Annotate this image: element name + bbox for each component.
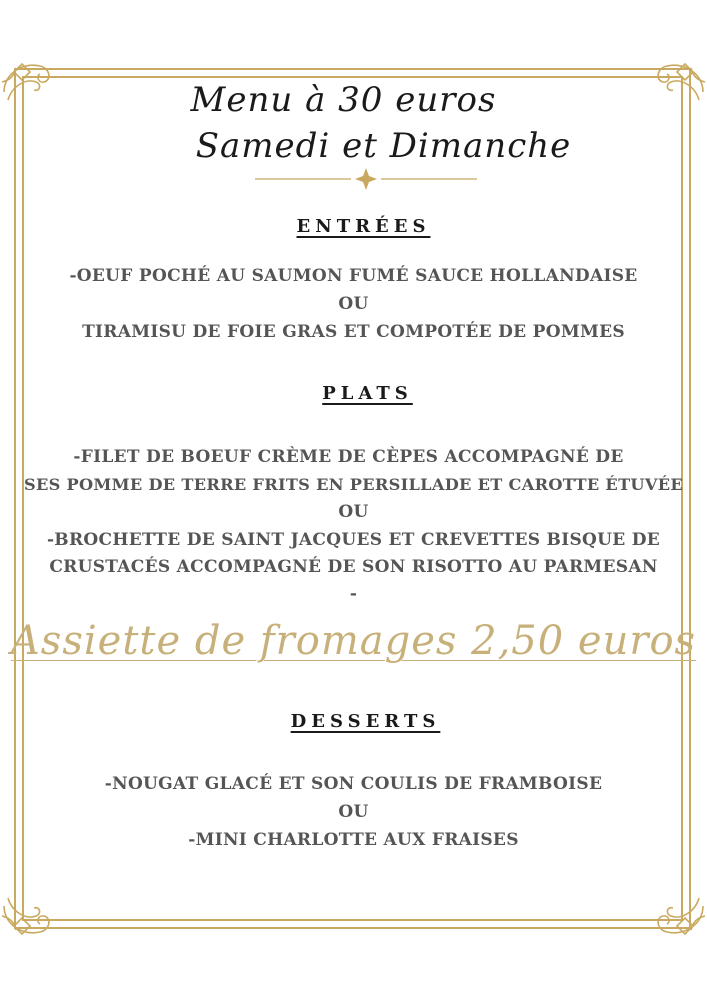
plat-separator: OU [338,502,369,522]
desserts-heading: DESSERTS [290,711,441,732]
title-divider [255,168,477,190]
menu-subtitle: Samedi et Dimanche [195,126,572,166]
corner-ornament-bottom-right [645,884,707,946]
dessert-item: -MINI CHARLOTTE AUX FRAISES [188,830,519,850]
plat-item: -FILET DE BOEUF CRÈME DE CÈPES ACCOMPAGNÉ DE [73,447,624,467]
plat-item: -BROCHETTE DE SAINT JACQUES ET CREVETTES BISQUE DE [46,530,661,550]
cheese-plate-offer: Assiette de fromages 2,50 euros [10,618,697,664]
dessert-separator: OU [338,802,369,822]
plat-dash: - [349,584,358,604]
dessert-item: -NOUGAT GLACÉ ET SON COULIS DE FRAMBOISE [104,774,603,794]
corner-ornament-bottom-left [0,884,62,946]
entrees-heading: ENTRÉES [296,216,431,237]
entree-separator: OU [338,294,369,314]
star-divider-icon [355,168,377,190]
inner-frame [22,76,683,921]
plat-item: CRUSTACÉS ACCOMPAGNÉ DE SON RISOTTO AU PARMESAN [49,557,658,577]
entree-item: -OEUF POCHÉ AU SAUMON FUMÉ SAUCE HOLLANDAISE [69,266,638,286]
entree-item: TIRAMISU DE FOIE GRAS ET COMPOTÉE DE POMMES [82,322,625,342]
plats-heading: PLATS [322,383,413,404]
menu-title: Menu à 30 euros [190,80,497,120]
plat-item: SES POMME DE TERRE FRITS EN PERSILLADE ET CAROTTE ÉTUVÉE [24,475,683,494]
